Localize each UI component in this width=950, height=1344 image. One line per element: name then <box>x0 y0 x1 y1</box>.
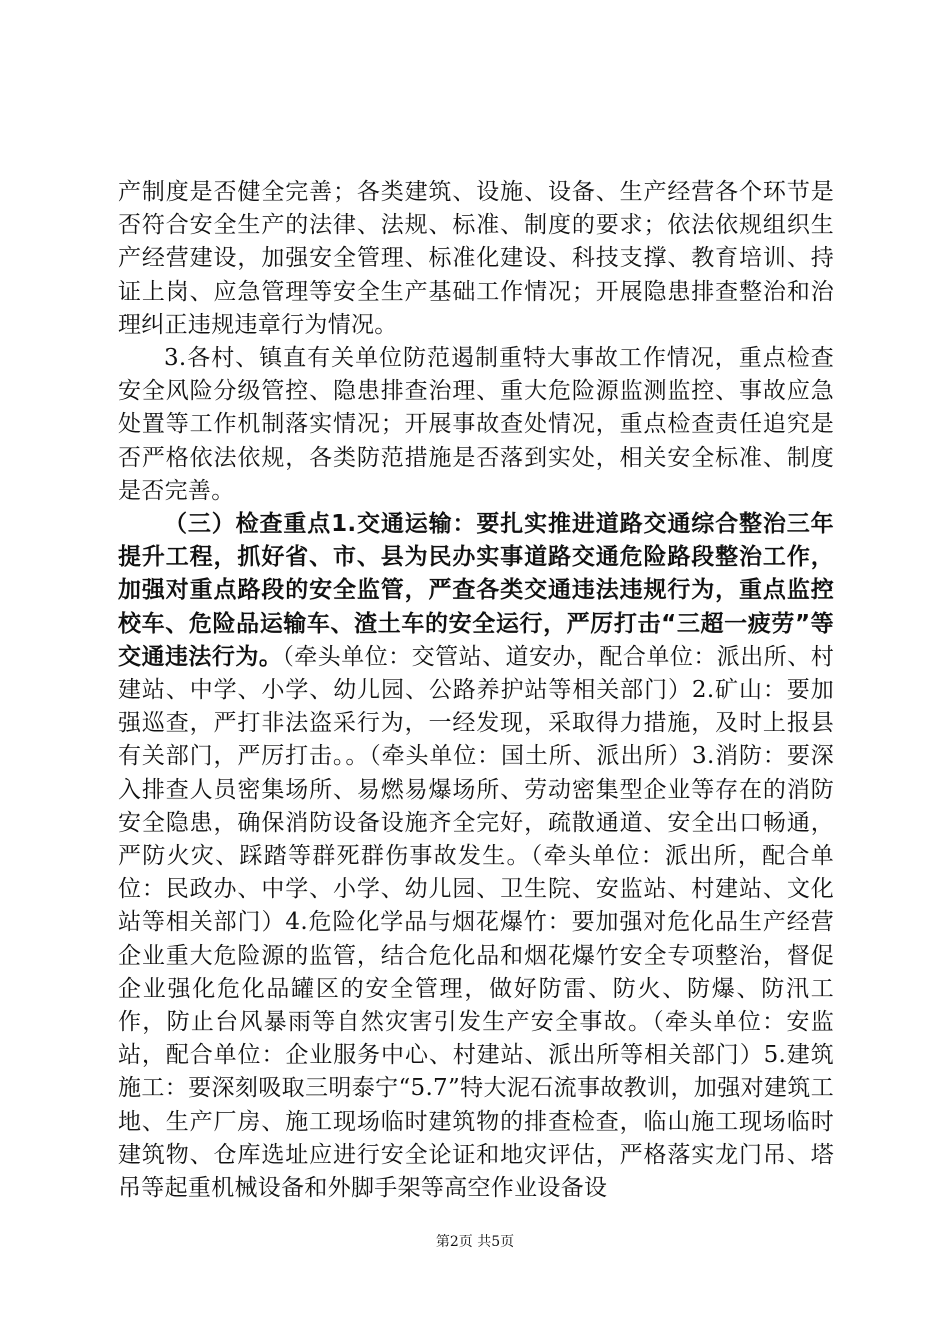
section-heading-inspection-focus: （三）检查重点1.交通运输：要扎实推进道路交通综合整治三年提升工程，抓好省、市、县为民办实事道路交通危险路段整治工作，加强对重点路段的安全监管，严查各类交通违法违规行为，重点监控校车、危险品运输车、渣土车的安全运行，严厉打击“三超一疲劳”等交通违法行为。 <box>118 511 834 670</box>
paragraph-continuation: 产制度是否健全完善；各类建筑、设施、设备、生产经营各个环节是否符合安全生产的法律、法规、标准、制度的要求；依法依规组织生产经营建设，加强安全管理、标准化建设、科技支撑、教育培训、持证上岗、应急管理等安全生产基础工作情况；开展隐患排查整治和治理纠正违规违章行为情况。 <box>118 179 834 338</box>
paragraph-inspection-details: （牵头单位：交管站、道安办，配合单位：派出所、村建站、中学、小学、幼儿园、公路养护站等相关部门）2.矿山：要加强巡查，严打非法盗采行为，一经发现，采取得力措施，及时上报县有关部门，严厉打击。。（牵头单位：国土所、派出所）3.消防：要深入排查人员密集场所、易燃易爆场所、劳动密集型企业等存在的消防安全隐患，确保消防设备设施齐全完好，疏散通道、安全出口畅通，严防火灾、踩踏等群死群伤事故发生。（牵头单位：派出所，配合单位：民政办、中学、小学、幼儿园、卫生院、安监站、村建站、文化站等相关部门）4.危险化学品与烟花爆竹：要加强对危化品生产经营企业重大危险源的监管，结合危化品和烟花爆竹安全专项整治，督促企业强化危化品罐区的安全管理，做好防雷、防火、防爆、防汛工作，防止台风暴雨等自然灾害引发生产安全事故。（牵头单位：安监站，配合单位：企业服务中心、村建站、派出所等相关部门）5.建筑施工：要深刻吸取三明泰宁“5.7”特大泥石流事故教训，加强对建筑工地、生产厂房、施工现场临时建筑物的排查检查，临山施工现场临时建筑物、仓库选址应进行安全论证和地灾评估，严格落实龙门吊、塔吊等起重机械设备和外脚手架等高空作业设备设 <box>118 643 834 1202</box>
paragraph-item-3: 3.各村、镇直有关单位防范遏制重特大事故工作情况，重点检查安全风险分级管控、隐患排查治理、重大危险源监测监控、事故应急处置等工作机制落实情况；开展事故查处情况，重点检查责任追究是否严格依法依规，各类防范措施是否落到实处，相关安全标准、制度是否完善。 <box>118 345 834 504</box>
paragraph-inspection-focus <box>118 508 834 1205</box>
page-number-footer: 第2页 共5页 <box>435 1234 515 1250</box>
document-body <box>118 176 834 1205</box>
